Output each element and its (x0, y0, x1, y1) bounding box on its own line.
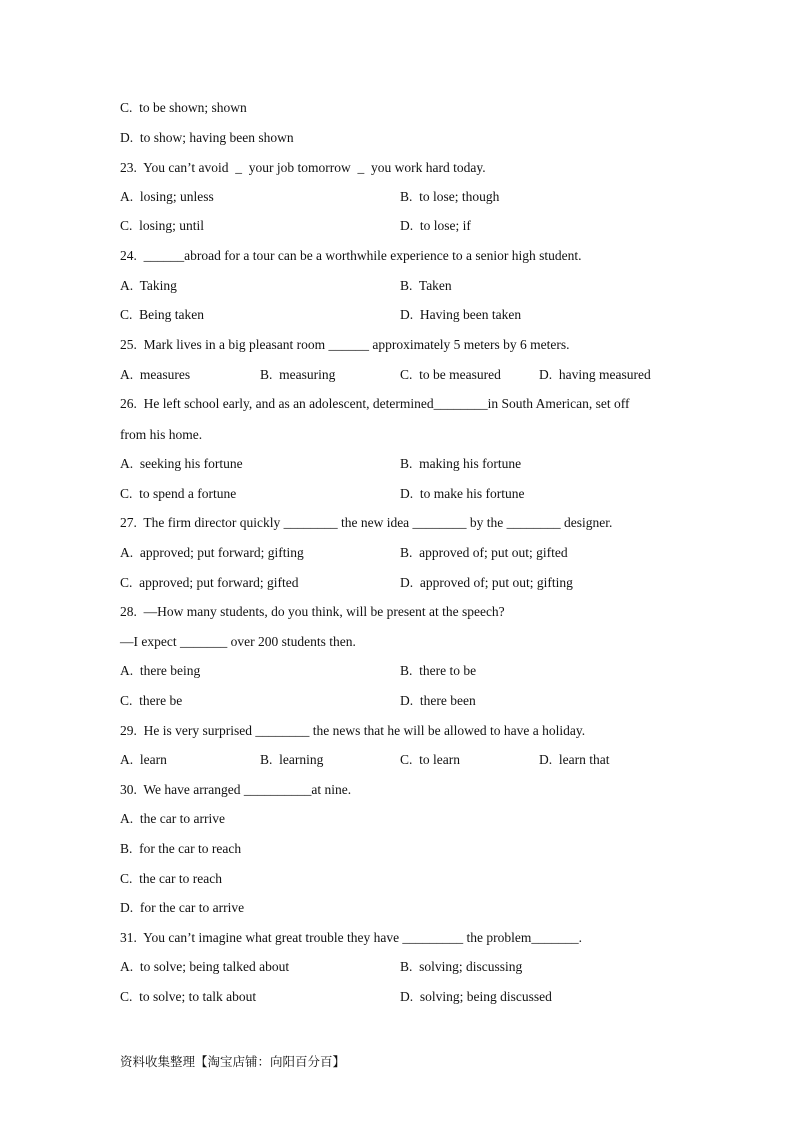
option-31a: A. to solve; being talked about (120, 959, 290, 974)
question-30: 30. We have arranged __________at nine. (120, 782, 352, 797)
option-22c: C. to be shown; shown (120, 100, 247, 115)
question-24: 24. ______abroad for a tour can be a worthwhile experience to a senior high student. (120, 248, 582, 263)
option-25d: D. having measured (539, 367, 651, 382)
option-29d: D. learn that (539, 752, 610, 767)
option-26b: B. making his fortune (400, 456, 522, 471)
question-26: 26. He left school early, and as an adolescent, determined________in South American, set off (120, 396, 630, 411)
question-28-reply: —I expect _______ over 200 students then. (120, 634, 356, 649)
option-29b: B. learning (260, 752, 324, 767)
option-28b: B. there to be (400, 663, 477, 678)
option-24c: C. Being taken (120, 307, 204, 322)
option-23d: D. to lose; if (400, 218, 471, 233)
option-25c: C. to be measured (400, 367, 501, 382)
question-23: 23. You can’t avoid _ your job tomorrow _ you work hard today. (120, 160, 486, 175)
option-30b: B. for the car to reach (120, 841, 242, 856)
option-31d: D. solving; being discussed (400, 989, 552, 1004)
option-29a: A. learn (120, 752, 167, 767)
option-29c: C. to learn (400, 752, 460, 767)
question-31: 31. You can’t imagine what great trouble they have _________ the problem_______. (120, 930, 583, 945)
option-24b: B. Taken (400, 278, 452, 293)
option-31c: C. to solve; to talk about (120, 989, 257, 1004)
option-26d: D. to make his fortune (400, 486, 525, 501)
option-23a: A. losing; unless (120, 189, 214, 204)
option-24a: A. Taking (120, 278, 177, 293)
option-28d: D. there been (400, 693, 476, 708)
option-25a: A. measures (120, 367, 191, 382)
option-27c: C. approved; put forward; gifted (120, 575, 299, 590)
option-31b: B. solving; discussing (400, 959, 523, 974)
option-23c: C. losing; until (120, 218, 205, 233)
question-29: 29. He is very surprised ________ the news that he will be allowed to have a holiday. (120, 723, 586, 738)
option-28c: C. there be (120, 693, 183, 708)
question-27: 27. The firm director quickly ________ the new idea ________ by the ________ designer. (120, 515, 613, 530)
option-26c: C. to spend a fortune (120, 486, 237, 501)
option-30d: D. for the car to arrive (120, 900, 245, 915)
page-footer: 资料收集整理【淘宝店铺：向阳百分百】 (120, 1054, 346, 1069)
option-24d: D. Having been taken (400, 307, 522, 322)
option-28a: A. there being (120, 663, 201, 678)
question-25: 25. Mark lives in a big pleasant room ______ approximately 5 meters by 6 meters. (120, 337, 570, 352)
option-22d: D. to show; having been shown (120, 130, 294, 145)
option-30c: C. the car to reach (120, 871, 222, 886)
option-23b: B. to lose; though (400, 189, 500, 204)
question-26-cont: from his home. (120, 427, 203, 442)
option-26a: A. seeking his fortune (120, 456, 243, 471)
option-30a: A. the car to arrive (120, 811, 225, 826)
option-27a: A. approved; put forward; gifting (120, 545, 304, 560)
option-27d: D. approved of; put out; gifting (400, 575, 573, 590)
option-25b: B. measuring (260, 367, 336, 382)
option-27b: B. approved of; put out; gifted (400, 545, 568, 560)
question-28: 28. —How many students, do you think, will be present at the speech? (120, 604, 505, 619)
